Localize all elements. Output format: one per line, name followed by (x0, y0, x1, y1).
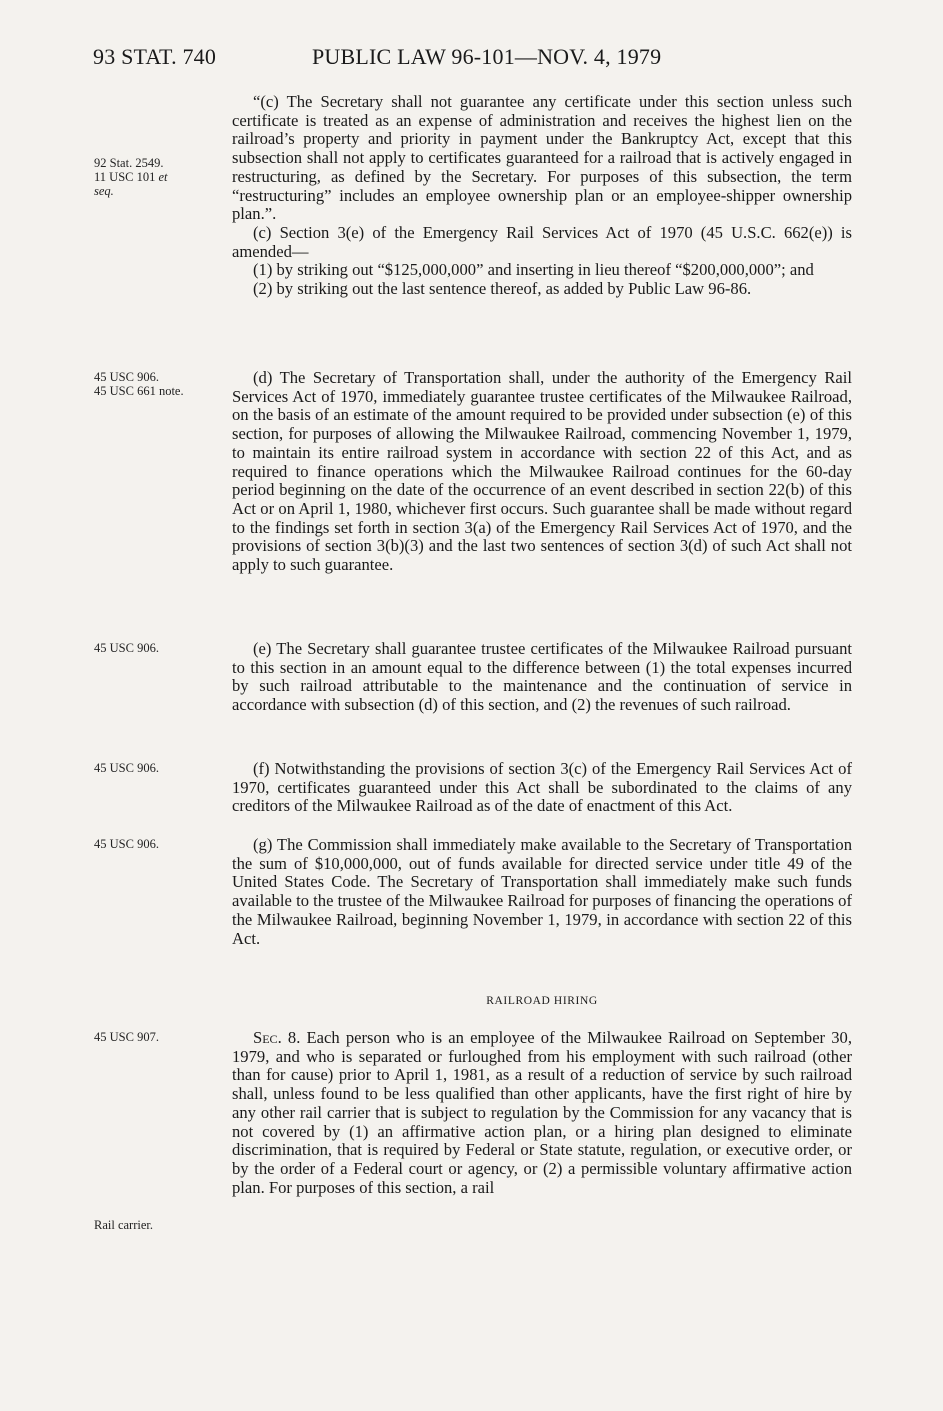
subsection-c: (c) Section 3(e) of the Emergency Rail Services Act of 1970 (45 U.S.C. 662(e)) is amended— (232, 222, 852, 261)
margin-note-line: 45 USC 906. (94, 370, 159, 384)
margin-note-line: 45 USC 661 note. (94, 384, 184, 398)
margin-note-usc-906: 45 USC 906. (94, 641, 159, 655)
margin-note-usc-906: 45 USC 906. (94, 837, 159, 851)
body-block-subsection-d (232, 369, 852, 575)
section-heading: RAILROAD HIRING (486, 995, 598, 1007)
margin-note-text: et (158, 170, 168, 184)
page-number-header: 93 STAT. 740 (93, 44, 217, 69)
margin-note-text: 11 USC 101 (94, 170, 159, 184)
margin-note-usc-906: 45 USC 906. (94, 761, 159, 775)
body-block-section-8 (232, 1029, 852, 1197)
margin-note-bankruptcy-citation (94, 156, 224, 198)
subsection-d: (d) The Secretary of Transportation shall, under the authority of the Emergency Rail Services Act of 1970, immediately guarantee trustee certificates of the Milwaukee Railroad, on the basis of an estimate of the amount required to be provided under subsection (e) of this section, for purposes of allowing the Milwaukee Railroad, commencing November 1, 1979, to maintain its entire railroad system in accordance with section 22 of this Act, and as required to finance operations which the Milwaukee Railroad continues for the 60-day period beginning on the date of the occurrence of an event described in section 22(b) of this Act or on April 1, 1980, whichever first occurs. Such guarantee shall be made without regard to the findings set forth in section 3(a) of the Emergency Rail Services Act of 1970, and the provisions of section 3(b)(3) and the last two sentences of section 3(d) of such Act shall not apply to such guarantee. (232, 368, 852, 575)
section-8 (232, 1029, 852, 1197)
clause-1: (1) by striking out “$125,000,000” and inserting in lieu thereof “$200,000,000”; and (253, 260, 814, 280)
body-block-amendments (232, 93, 852, 299)
body-block-subsection-f (232, 760, 852, 816)
margin-note-usc-907: 45 USC 907. (94, 1030, 159, 1044)
subsection-f: (f) Notwithstanding the provisions of section 3(c) of the Emergency Rail Services Act of 1970, certificates guaranteed under this Act shall be subordinated to the claims of any creditors of the Milwaukee Railroad as of the date of enactment of this Act. (232, 759, 852, 816)
margin-note-line: seq. (94, 184, 114, 198)
page-title: PUBLIC LAW 96-101—NOV. 4, 1979 (312, 44, 662, 69)
margin-note-line: 92 Stat. 2549. (94, 156, 164, 170)
margin-note-usc-906-661 (94, 370, 224, 398)
clause-2: (2) by striking out the last sentence thereof, as added by Public Law 96-86. (253, 279, 752, 299)
margin-note-rail-carrier: Rail carrier. (94, 1218, 153, 1232)
subsection-e: (e) The Secretary shall guarantee trustee certificates of the Milwaukee Railroad pursuant to this section in an amount equal to the difference between (1) the total expenses incurred by such railroad attributable to the maintenance and the continuation of service in accordance with subsection (d) of this section, and (2) the revenues of such railroad. (232, 639, 852, 715)
section-8-text: . 8. Each person who is an employee of the Milwaukee Railroad on September 30, 1979, and who is separated or furloughed from his employment with such railroad (other than for cause) prior to April 1, 1981, as a result of a reduction of service by such railroad shall, unless found to be less qualified than other applicants, have the first right of hire by any other rail carrier that is subject to regulation by the Commission for any vacancy that is not covered by (1) an affirmative action plan, or a hiring plan designed to eliminate discrimination, that is required by Federal or State statute, regulation, or executive order, or by the order of a Federal court or agency, or (2) a permissible voluntary affirmative action plan. For purposes of this section, a rail (232, 1028, 852, 1197)
body-block-subsection-e (232, 640, 852, 715)
body-block-subsection-g (232, 836, 852, 948)
margin-note-line (94, 170, 224, 184)
section-label: Sec (253, 1028, 278, 1047)
subsection-g: (g) The Commission shall immediately make available to the Secretary of Transportation the sum of $10,000,000, out of funds available for directed service under title 49 of the United States Code. The Secretary of Transportation shall immediately make such funds available to the trustee of the Milwaukee Railroad for purposes of financing the operations of the Milwaukee Railroad, beginning November 1, 1979, in accordance with section 22 of this Act. (232, 835, 852, 948)
quoted-subsection-c: “(c) The Secretary shall not guarantee any certificate under this section unless such certificate is treated as an expense of administration and receives the highest lien on the railroad’s property and priority in payment under the Bankruptcy Act, except that this subsection shall not apply to certificates guaranteed for a railroad that is actively engaged in restructuring, as defined by the Secretary. For purposes of this subsection, the term “restructuring” includes an employee ownership plan or an employee-shipper ownership plan.”. (232, 92, 852, 224)
